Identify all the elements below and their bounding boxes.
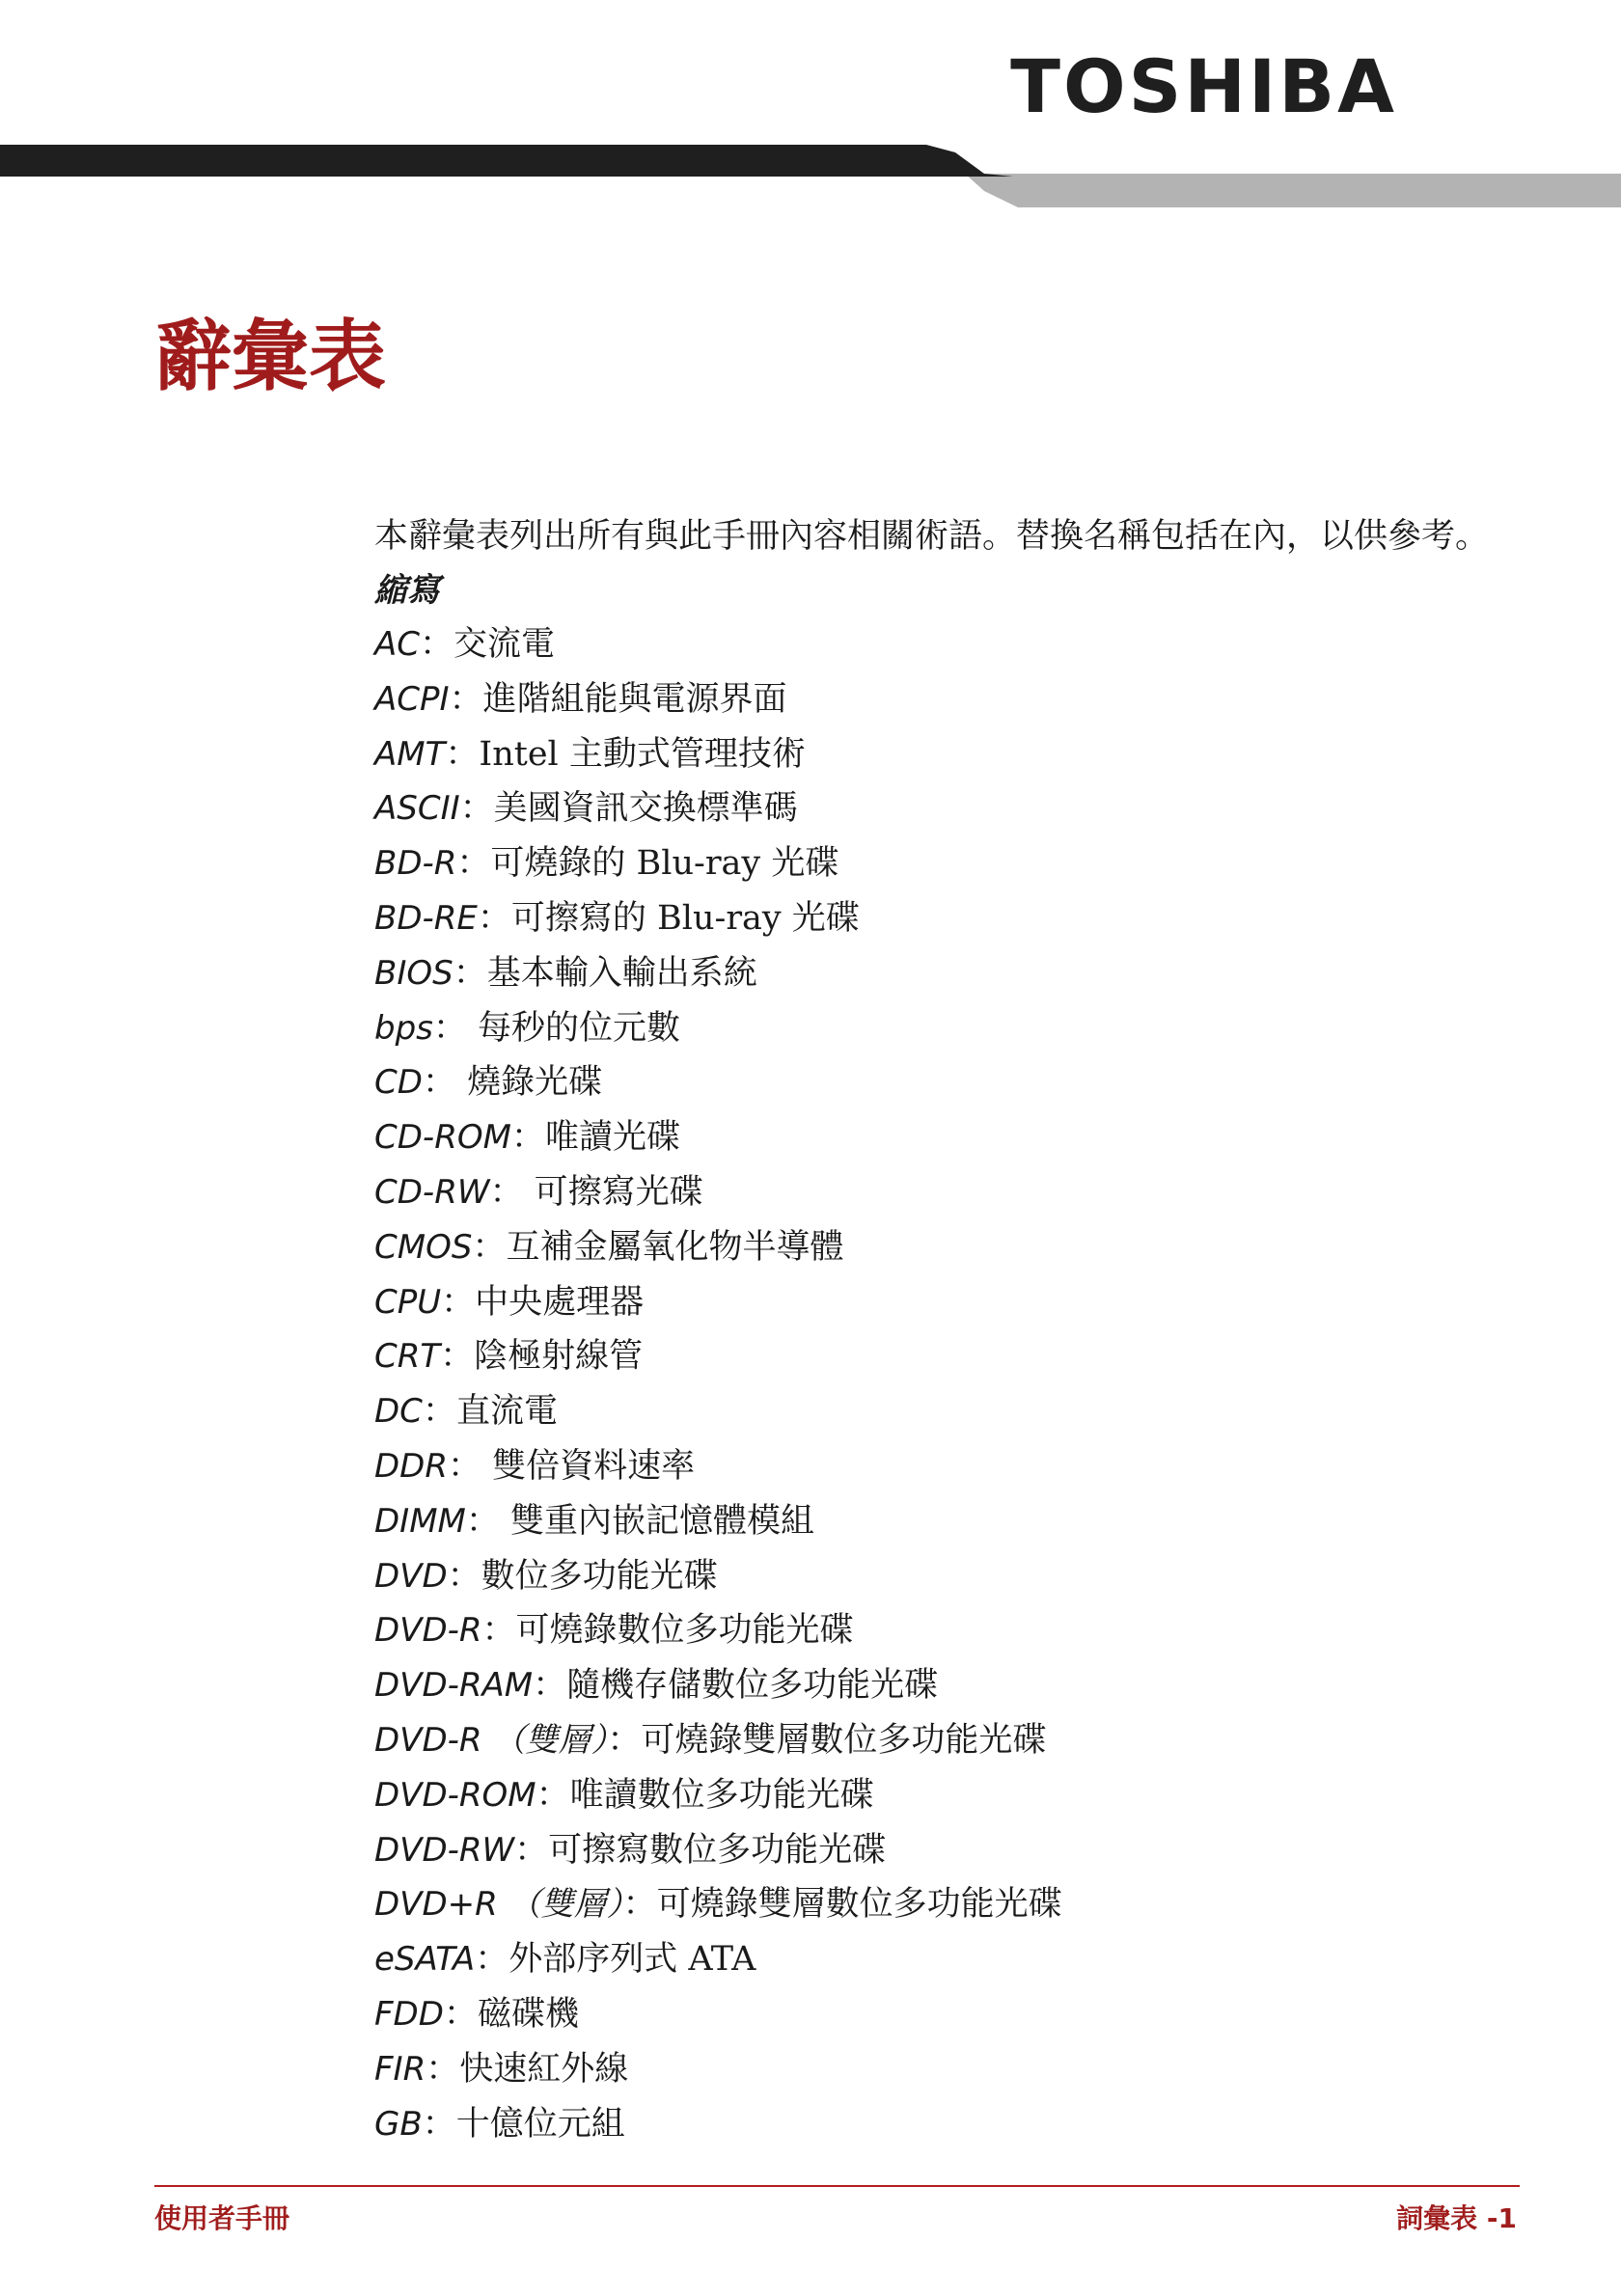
glossary-entry	[374, 1001, 1580, 1056]
page-title: 辭彙表	[154, 312, 386, 401]
glossary-separator: ：	[536, 1775, 570, 1815]
glossary-definition: 隨機存儲數位多功能光碟	[566, 1666, 939, 1706]
glossary-term: AC	[374, 625, 420, 664]
toshiba-logo: TOSHIBA	[1010, 43, 1397, 129]
glossary-term: AMT	[374, 734, 446, 774]
glossary-list	[374, 617, 1580, 2151]
glossary-term: FDD	[374, 1994, 444, 2034]
glossary-entry	[374, 1384, 1580, 1439]
glossary-definition: 進階組能與電源界面	[482, 679, 787, 719]
glossary-term: bps	[374, 1008, 433, 1048]
glossary-separator: ：	[449, 679, 483, 719]
glossary-separator: ：	[426, 2049, 460, 2089]
glossary-entry	[374, 1549, 1580, 1604]
glossary-entry	[374, 2042, 1580, 2097]
glossary-entry	[374, 1713, 1580, 1768]
glossary-term: CRT	[374, 1337, 441, 1377]
glossary-entry	[374, 1603, 1580, 1658]
glossary-definition: Intel 主動式管理技術	[479, 734, 806, 774]
glossary-term: BD-R	[374, 844, 457, 884]
glossary-entry	[374, 1987, 1580, 2042]
glossary-term: CD-ROM	[374, 1118, 511, 1158]
glossary-term: BIOS	[374, 953, 453, 993]
footer-manual-title: 使用者手冊	[154, 2202, 290, 2234]
glossary-term: DDR	[374, 1446, 448, 1486]
glossary-term: CD	[374, 1063, 423, 1103]
glossary-entry	[374, 1329, 1580, 1384]
glossary-term: DVD-RAM	[374, 1666, 534, 1706]
glossary-definition: 唯讀光碟	[544, 1118, 680, 1158]
glossary-entry	[374, 1055, 1580, 1110]
glossary-definition: 每秒的位元數	[478, 1008, 681, 1048]
glossary-entry	[374, 1275, 1580, 1330]
glossary-separator: ：	[472, 1227, 507, 1267]
glossary-definition: 磁碟機	[477, 1994, 579, 2034]
glossary-separator: ：	[533, 1666, 567, 1706]
glossary-entry	[374, 891, 1580, 946]
section-heading-abbreviations: 縮寫	[374, 571, 440, 610]
glossary-separator: ：	[441, 1282, 476, 1322]
glossary-separator: ：	[448, 1446, 493, 1486]
glossary-term: DVD-R	[374, 1611, 482, 1651]
glossary-definition: 雙倍資料速率	[492, 1446, 696, 1486]
glossary-term: DVD-ROM	[374, 1775, 536, 1815]
glossary-entry	[374, 1494, 1580, 1549]
glossary-definition: 直流電	[455, 1392, 558, 1432]
glossary-separator: ：	[489, 1172, 535, 1212]
glossary-definition: 唯讀數位多功能光碟	[569, 1775, 874, 1815]
glossary-definition: 可燒錄的 Blu-ray 光碟	[490, 844, 839, 884]
glossary-definition: 可燒錄雙層數位多功能光碟	[641, 1720, 1047, 1760]
glossary-term: DVD	[374, 1556, 448, 1596]
intro-paragraph: 本辭彙表列出所有與此手冊內容相關術語。替換名稱包括在內，以供參考。	[374, 517, 1490, 556]
glossary-definition: 可燒錄雙層數位多功能光碟	[656, 1885, 1062, 1925]
glossary-entry	[374, 2097, 1580, 2152]
glossary-separator: ：	[420, 625, 454, 664]
glossary-definition: 燒錄光碟	[467, 1063, 603, 1103]
glossary-term: DVD-R （雙層）	[374, 1720, 608, 1760]
glossary-definition: 可擦寫光碟	[534, 1172, 703, 1212]
glossary-separator: ：	[422, 1392, 456, 1432]
glossary-term: DC	[374, 1392, 423, 1432]
header-band-dark	[0, 145, 1013, 177]
glossary-definition: 可燒錄數位多功能光碟	[515, 1611, 854, 1651]
glossary-term: BD-RE	[374, 898, 478, 938]
glossary-term: eSATA	[374, 1940, 476, 1980]
header-band-light	[965, 174, 1621, 207]
glossary-entry	[374, 1165, 1580, 1220]
glossary-definition: 可擦寫的 Blu-ray 光碟	[510, 898, 860, 938]
glossary-entry	[374, 836, 1580, 891]
glossary-entry	[374, 1220, 1580, 1275]
glossary-term: CMOS	[374, 1227, 473, 1267]
glossary-term: ASCII	[374, 789, 460, 829]
glossary-separator: ：	[445, 734, 480, 774]
glossary-term: DVD+R （雙層）	[374, 1885, 623, 1925]
glossary-term: DVD-RW	[374, 1830, 515, 1870]
glossary-separator: ：	[607, 1720, 642, 1760]
glossary-entry	[374, 946, 1580, 1001]
glossary-separator: ：	[422, 1063, 468, 1103]
glossary-entry	[374, 617, 1580, 672]
glossary-definition: 雙重內嵌記憶體模組	[510, 1501, 815, 1541]
glossary-definition: 美國資訊交換標準碼	[493, 789, 798, 829]
glossary-definition: 外部序列式 ATA	[508, 1940, 756, 1980]
glossary-separator: ：	[481, 1611, 516, 1651]
glossary-entry	[374, 1768, 1580, 1823]
glossary-separator: ：	[514, 1830, 549, 1870]
glossary-separator: ：	[456, 844, 491, 884]
glossary-term: FIR	[374, 2049, 426, 2089]
glossary-term: CD-RW	[374, 1172, 490, 1212]
glossary-separator: ：	[475, 1940, 509, 1980]
glossary-separator: ：	[453, 953, 487, 993]
footer-rule	[154, 2185, 1520, 2187]
glossary-separator: ：	[622, 1885, 657, 1925]
glossary-separator: ：	[447, 1556, 481, 1596]
glossary-definition: 快速紅外線	[459, 2049, 629, 2089]
glossary-separator: ：	[432, 1008, 479, 1048]
glossary-entry	[374, 672, 1580, 727]
footer-page-number: 詞彙表 -1	[1396, 2202, 1517, 2234]
glossary-entry	[374, 1439, 1580, 1494]
glossary-definition: 中央處理器	[475, 1282, 645, 1322]
glossary-term: GB	[374, 2104, 423, 2144]
glossary-definition: 十億位元組	[455, 2104, 625, 2144]
glossary-separator: ：	[477, 898, 511, 938]
glossary-separator: ：	[443, 1994, 478, 2034]
glossary-definition: 陰極射線管	[474, 1337, 644, 1377]
header-band	[0, 135, 1621, 212]
glossary-entry	[374, 727, 1580, 782]
glossary-entry	[374, 1823, 1580, 1878]
glossary-definition: 數位多功能光碟	[481, 1556, 718, 1596]
glossary-definition: 可擦寫數位多功能光碟	[548, 1830, 887, 1870]
glossary-entry	[374, 1877, 1580, 1932]
glossary-definition: 互補金屬氧化物半導體	[506, 1227, 844, 1267]
glossary-definition: 基本輸入輸出系統	[486, 953, 757, 993]
glossary-entry	[374, 1658, 1580, 1713]
glossary-entry	[374, 1110, 1580, 1165]
page-content	[374, 509, 1580, 2151]
glossary-separator: ：	[510, 1118, 545, 1158]
glossary-entry	[374, 781, 1580, 836]
glossary-entry	[374, 1932, 1580, 1987]
glossary-definition: 交流電	[453, 625, 556, 664]
glossary-separator: ：	[422, 2104, 456, 2144]
glossary-term: ACPI	[374, 679, 450, 719]
glossary-term: DIMM	[374, 1501, 466, 1541]
glossary-separator: ：	[459, 789, 494, 829]
glossary-separator: ：	[465, 1501, 511, 1541]
glossary-term: CPU	[374, 1282, 442, 1322]
glossary-separator: ：	[440, 1337, 475, 1377]
